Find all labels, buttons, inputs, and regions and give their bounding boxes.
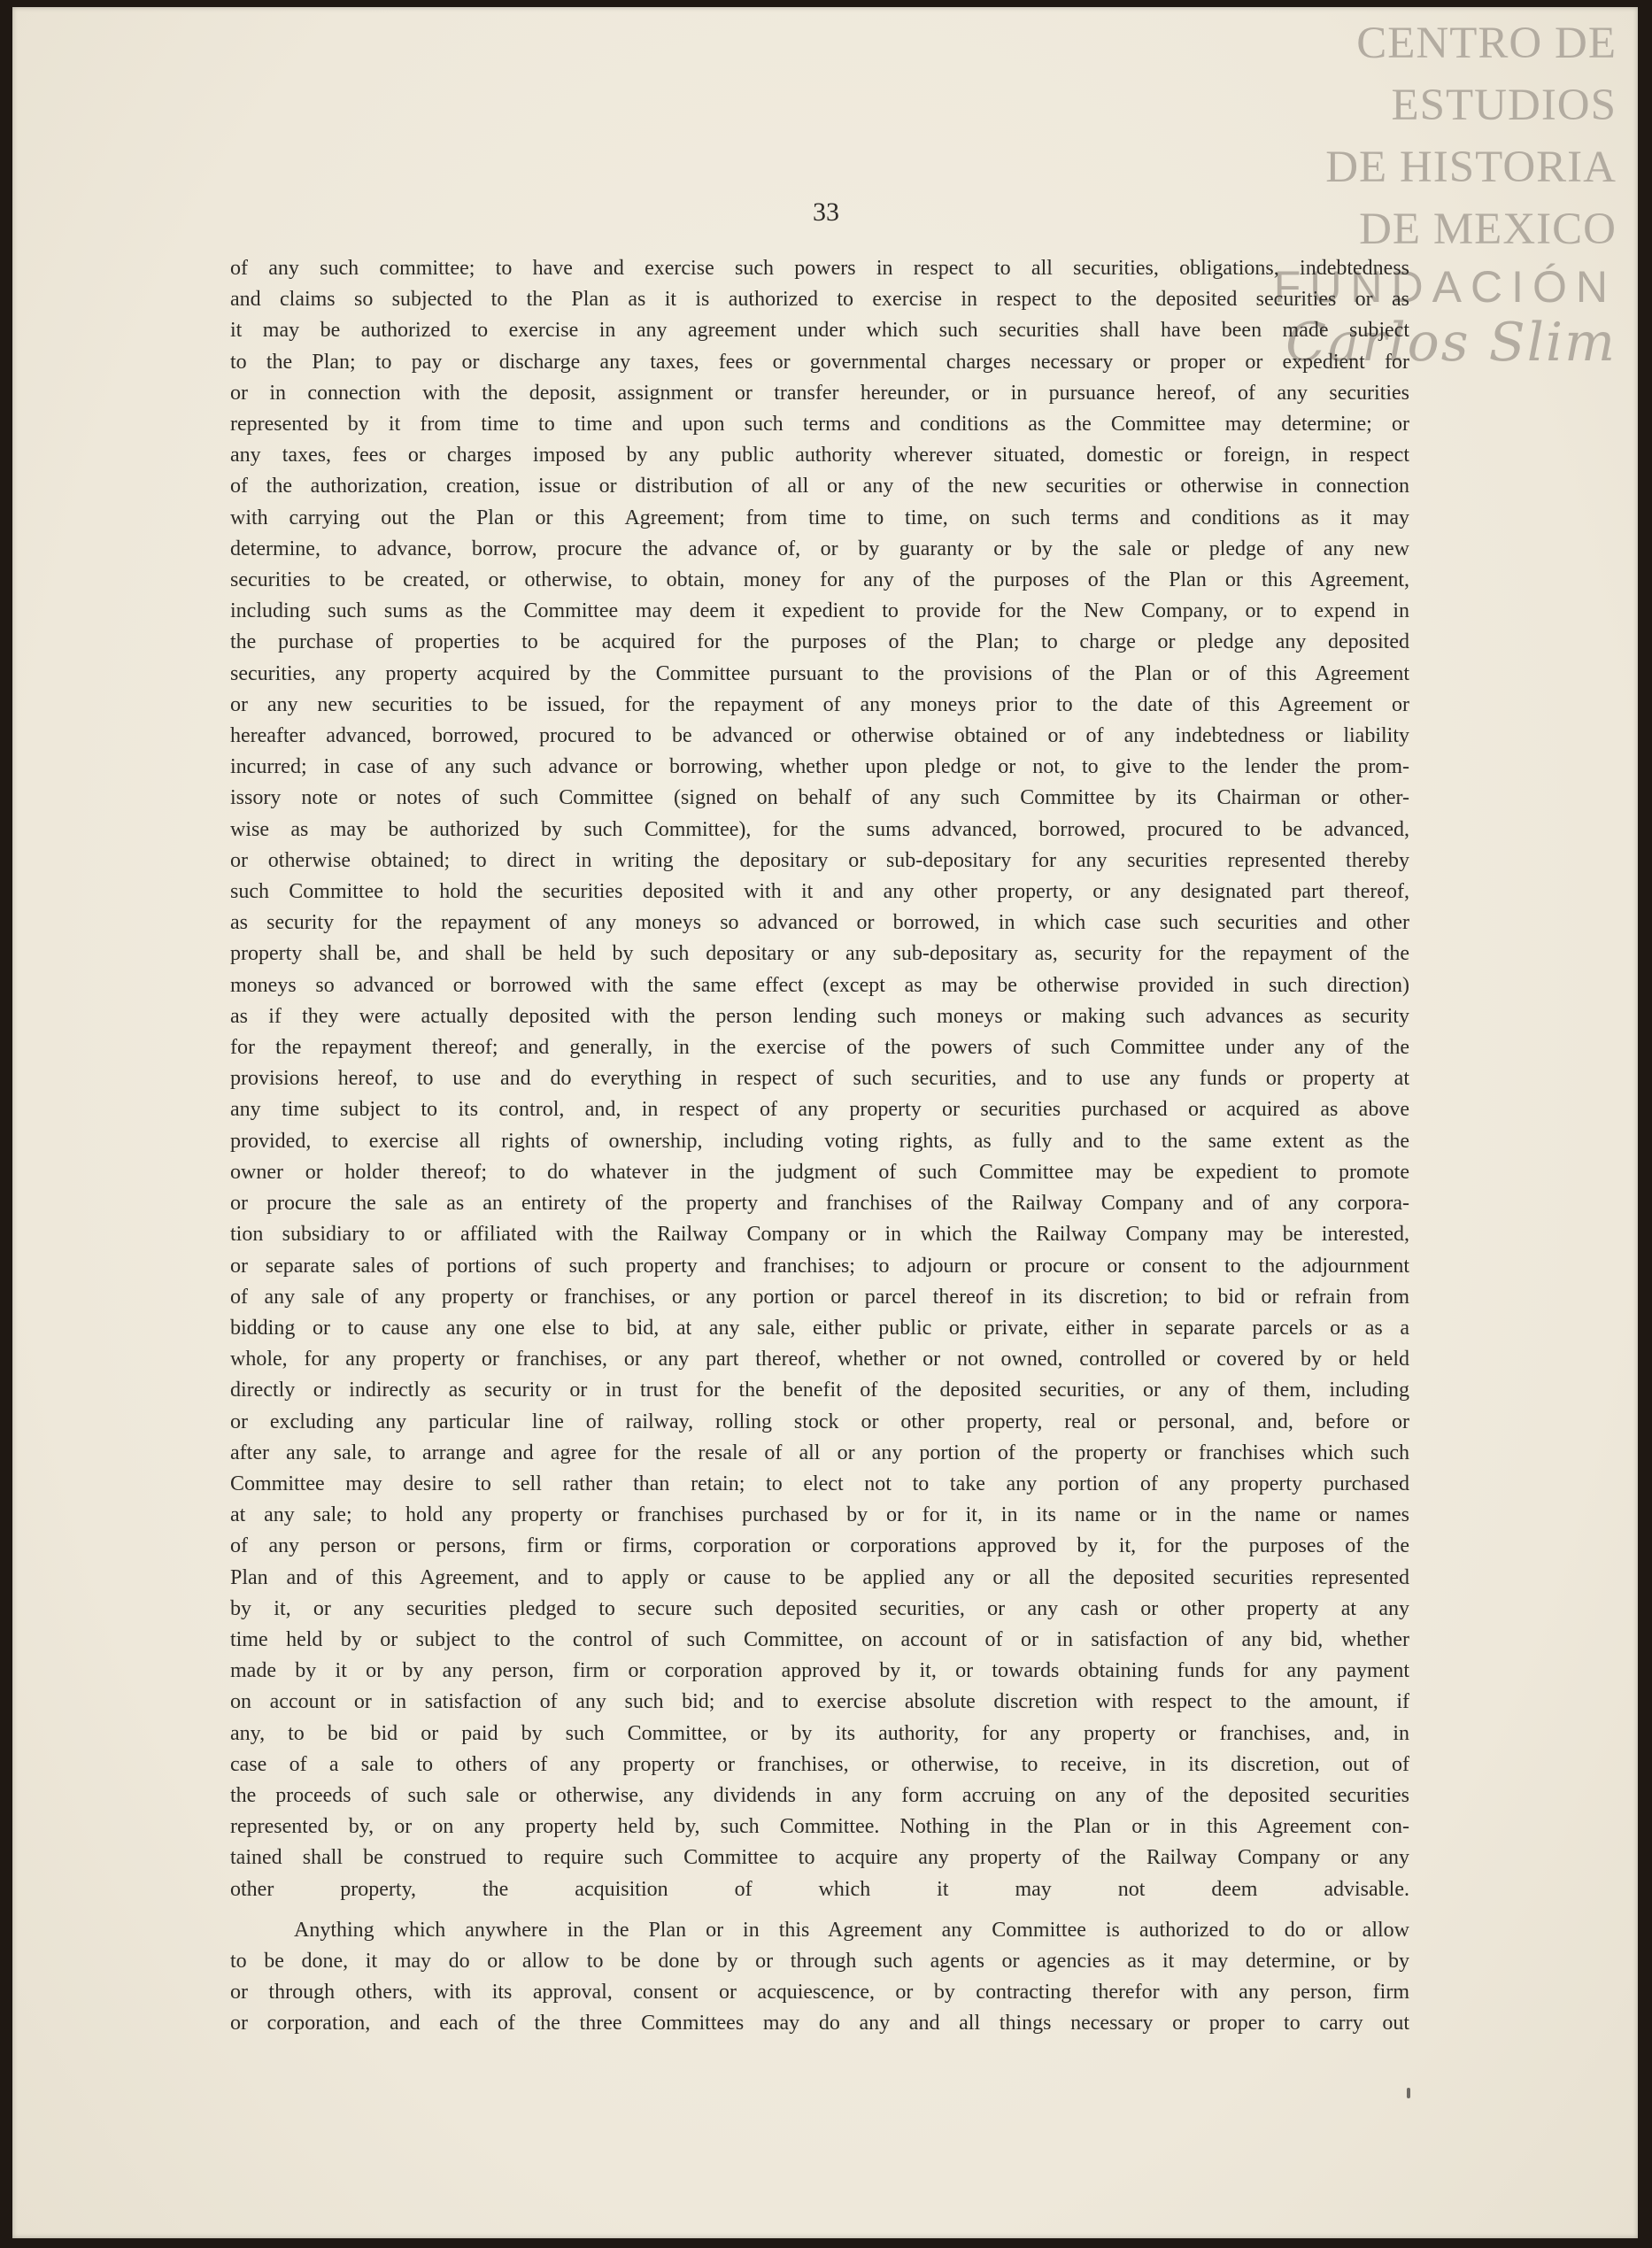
watermark-line: CENTRO DE <box>1356 19 1617 68</box>
paragraph-2 <box>230 1915 1409 2040</box>
page-number: 33 <box>813 197 839 227</box>
watermark-line: ESTUDIOS <box>1391 81 1617 130</box>
body-text <box>230 253 1409 2040</box>
watermark-line: DE HISTORIA <box>1325 143 1617 192</box>
watermark-line: DE MEXICO <box>1359 205 1617 254</box>
watermark-fundacion: FUNDACIÓN <box>1273 262 1617 312</box>
paragraph-2-text: Anything which anywhere in the Plan or in this Agreement any Committee is authorized to do or allow to be done, it may do or allow to be done by or through such agents or agencies as it may determine, or by or through others, with its approval, consent or acquiescence, or by contracting therefor with any person, firm or corporation, and each of the three Committees may do any and all things necessary or proper to carry out <box>230 1918 1409 2036</box>
paragraph-1: of any such committee; to have and exercise such powers in respect to all securities, obligations, indebtedness and claims so subjected to the Plan as it is authorized to exercise in respect to the deposited securities or as it may be authorized to exercise in any agreement under which such securities shall have been made subject to the Plan; to pay or discharge any taxes, fees or governmental charges necessary or proper or expedient for or in connection with the deposit, assignment or transfer hereunder, or in pursuance hereof, of any securities represented by it from time to time and upon such terms and conditions as the Committee may determine; or any taxes, fees or charges imposed by any public authority wherever situated, domestic or foreign, in respect of the authorization, creation, issue or distribution of all or any of the new securities or otherwise in connection with carrying out the Plan or this Agreement; from time to time, on such terms and conditions as it may determine, to advance, borrow, procure the advance of, or by guaranty or by the sale or pledge of any new securities to be created, or otherwise, to obtain, money for any of the purposes of the Plan or this Agreement, including such sums as the Committee may deem it expedient to provide for the New Company, or to expend in the purchase of properties to be acquired for the purposes of the Plan; to charge or pledge any deposited securities, any property acquired by the Committee pursuant to the provisions of the Plan or of this Agreement or any new securities to be issued, for the repayment of any moneys prior to the date of this Agreement or hereafter advanced, borrowed, procured to be advanced or otherwise obtained or of any indebtedness or liability incurred; in case of any such advance or borrowing, whether upon pledge or not, to give to the lender the prom- issory note or notes of such Committee (signed on behalf of any such Committee by its Chairman or other- wise as may be authorized by such Committee), for the sums advanced, borrowed, procured to be advanced, or otherwise obtained; to direct in writing the depositary or sub-depositary for any securities represented thereby such Committee to hold the securities deposited with it and any other property, or any designated part thereof, as security for the repayment of any moneys so advanced or borrowed, in which case such securities and other property shall be, and shall be held by such depositary or any sub-depositary as, security for the repayment of the moneys so advanced or borrowed with the same effect (except as may be otherwise provided in such direction) as if they were actually deposited with the person lending such moneys or making such advances as security for the repayment thereof; and generally, in the exercise of the powers of such Committee under any of the provisions hereof, to use and do everything in respect of such securities, and to use any funds or property at any time subject to its control, and, in respect of any property or securities purchased or acquired as above provided, to exercise all rights of ownership, including voting rights, as fully and to the same extent as the owner or holder thereof; to do whatever in the judgment of such Committee may be expedient to promote or procure the sale as an entirety of the property and franchises of the Railway Company and of any corpora- tion subsidiary to or affiliated with the Railway Company or in which the Railway Company may be interested, or separate sales of portions of such property and franchises; to adjourn or procure or consent to the adjournment of any sale of any property or franchises, or any portion or parcel thereof in its discretion; to bid or refrain from bidding or to cause any one else to bid, at any sale, either public or private, either in separate parcels or as a whole, for any property or franchises, or any part thereof, whether or not owned, controlled or covered by or held directly or indirectly as security or in trust for the benefit of the deposited securities, or any of them, including or excluding any particular line of railway, rolling stock or other property, real or personal, and, before or after any sale, to arrange and agree for the resale of all or any portion of the property or franchises which such Committee may desire to sell rather than retain; to elect not to take any portion of any property purchased at any sale; to hold any property or franchises purchased by or for it, in its name or in the name or names of any person or persons, firm or firms, corporation or corporations approved by it, for the purposes of the Plan and of this Agreement, and to apply or cause to be applied any or all the deposited securities represented by it, or any securities pledged to secure such deposited securities, or any cash or other property at any time held by or subject to the control of such Committee, on account of or in satisfaction of any bid, whether made by it or by any person, firm or corporation approved by it, or towards obtaining funds for any payment on account or in satisfaction of any such bid; and to exercise absolute discretion with respect to the amount, if any, to be bid or paid by such Committee, or by its authority, for any property or franchises, and, in case of a sale to others of any property or franchises, or otherwise, to receive, in its discretion, out of the proceeds of such sale or otherwise, any dividends in any form accruing on any of the deposited securities represented by, or on any property held by, such Committee. Nothing in the Plan or in this Agreement con- tained shall be construed to require such Committee to acquire any property of the Railway Company or any other property, the acquisition of which it may not deem advisable. <box>230 257 1409 1901</box>
ink-speck <box>1407 2088 1410 2098</box>
watermark-signature: Carlos Slim <box>1285 312 1617 374</box>
